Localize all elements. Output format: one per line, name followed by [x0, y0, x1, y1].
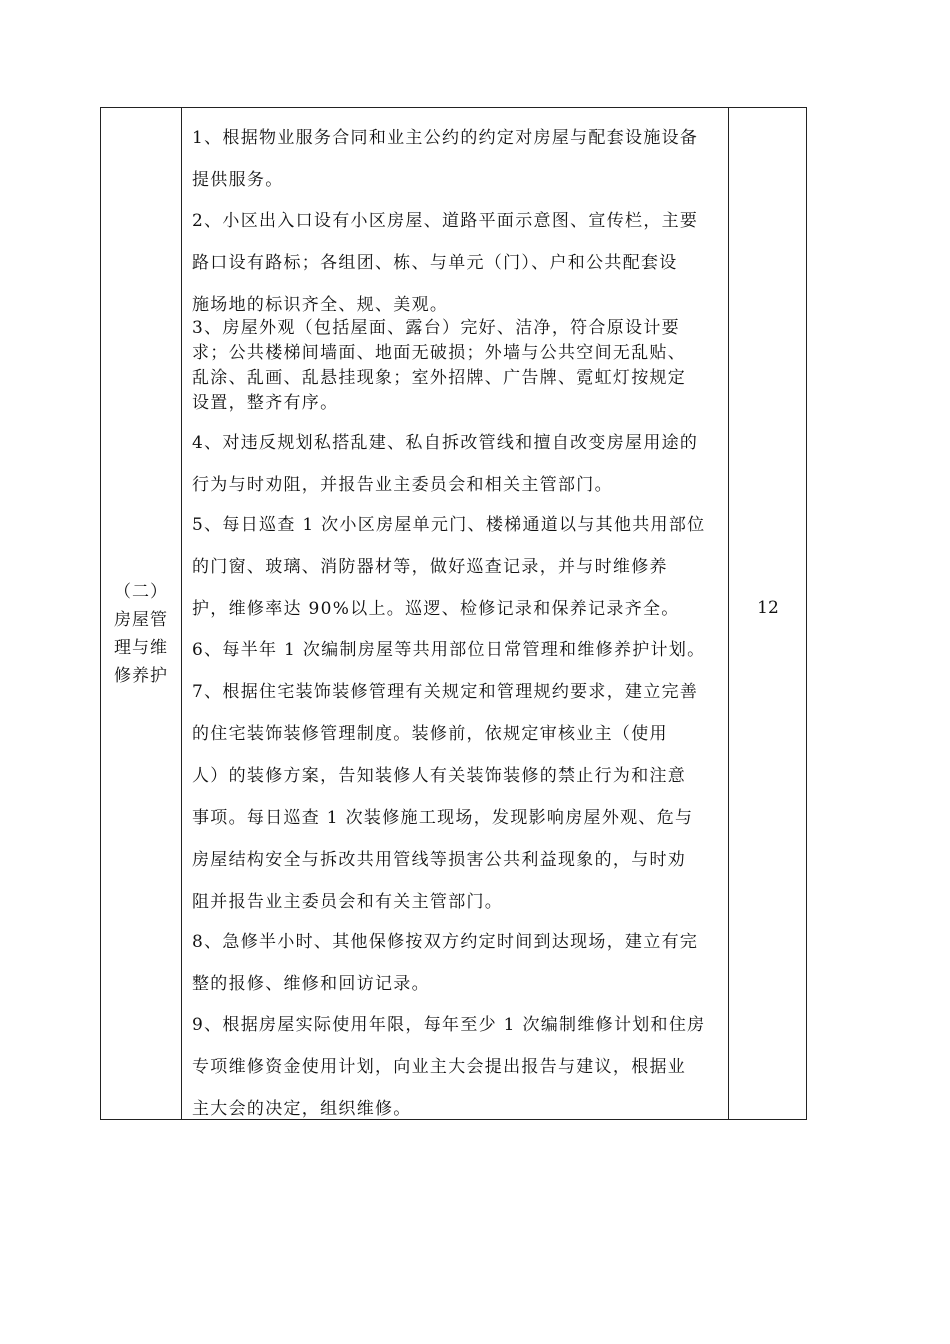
text-line: 整的报修、维修和回访记录。	[192, 974, 430, 994]
text-line: 2、小区出入口设有小区房屋、道路平面示意图、宣传栏，主要	[192, 211, 699, 231]
text-line: 房屋结构安全与拆改共用管线等损害公共利益现象的，与时劝	[192, 850, 687, 870]
list-item	[192, 629, 720, 671]
text-line: 提供服务。	[192, 170, 284, 190]
list-item	[192, 504, 720, 630]
text-line: 人）的装修方案，告知装修人有关装饰装修的禁止行为和注意	[192, 766, 687, 786]
text-line: 6、每半年 1 次编制房屋等共用部位日常管理和维修养护计划。	[192, 640, 706, 660]
list-item	[192, 921, 720, 1005]
text-line: 的住宅装饰装修管理制度。装修前，依规定审核业主（使用	[192, 724, 668, 744]
text-line: 行为与时劝阻，并报告业主委员会和相关主管部门。	[192, 475, 613, 495]
text-line: 护，维修率达 90%以上。巡逻、检修记录和保养记录齐全。	[192, 599, 680, 619]
text-line: 8、急修半小时、其他保修按双方约定时间到达现场，建立有完	[192, 932, 699, 952]
category-cell	[101, 578, 181, 690]
text-line: 施场地的标识齐全、规、美观。	[192, 295, 449, 315]
list-item	[192, 316, 720, 416]
category-line: 房屋管	[114, 610, 168, 630]
text-line: 4、对违反规划私搭乱建、私自拆改管线和擅自改变房屋用途的	[192, 433, 699, 453]
text-line: 7、根据住宅装饰装修管理有关规定和管理规约要求，建立完善	[192, 682, 699, 702]
score-cell: 12	[757, 598, 779, 618]
text-line: 5、每日巡查 1 次小区房屋单元门、楼梯通道以与其他共用部位	[192, 515, 706, 535]
column-divider	[181, 108, 182, 1119]
service-standard-table	[100, 107, 807, 1120]
text-line: 主大会的决定，组织维修。	[192, 1099, 412, 1119]
list-item	[192, 1004, 720, 1130]
list-item	[192, 671, 720, 923]
text-line: 3、房屋外观（包括屋面、露台）完好、洁净，符合原设计要	[192, 318, 680, 338]
text-line: 9、根据房屋实际使用年限，每年至少 1 次编制维修计划和住房	[192, 1015, 706, 1035]
category-line: 理与维	[114, 638, 168, 658]
text-line: 路口设有路标；各组团、栋、与单元（门）、户和公共配套设	[192, 253, 678, 273]
list-item	[192, 422, 720, 506]
category-line: 修养护	[114, 666, 168, 686]
text-line: 求；公共楼梯间墙面、地面无破损；外墙与公共空间无乱贴、	[192, 343, 687, 363]
category-line: （二）	[114, 582, 168, 602]
text-line: 事项。每日巡查 1 次装修施工现场，发现影响房屋外观、危与	[192, 808, 694, 828]
list-item	[192, 117, 720, 201]
text-line: 设置，整齐有序。	[192, 393, 339, 413]
text-line: 1、根据物业服务合同和业主公约的约定对房屋与配套设施设备	[192, 128, 699, 148]
text-line: 阻并报告业主委员会和有关主管部门。	[192, 892, 504, 912]
text-line: 专项维修资金使用计划，向业主大会提出报告与建议，根据业	[192, 1057, 687, 1077]
text-line: 乱涂、乱画、乱悬挂现象；室外招牌、广告牌、霓虹灯按规定	[192, 368, 687, 388]
text-line: 的门窗、玻璃、消防器材等，做好巡查记录，并与时维修养	[192, 557, 668, 577]
list-item	[192, 200, 720, 326]
